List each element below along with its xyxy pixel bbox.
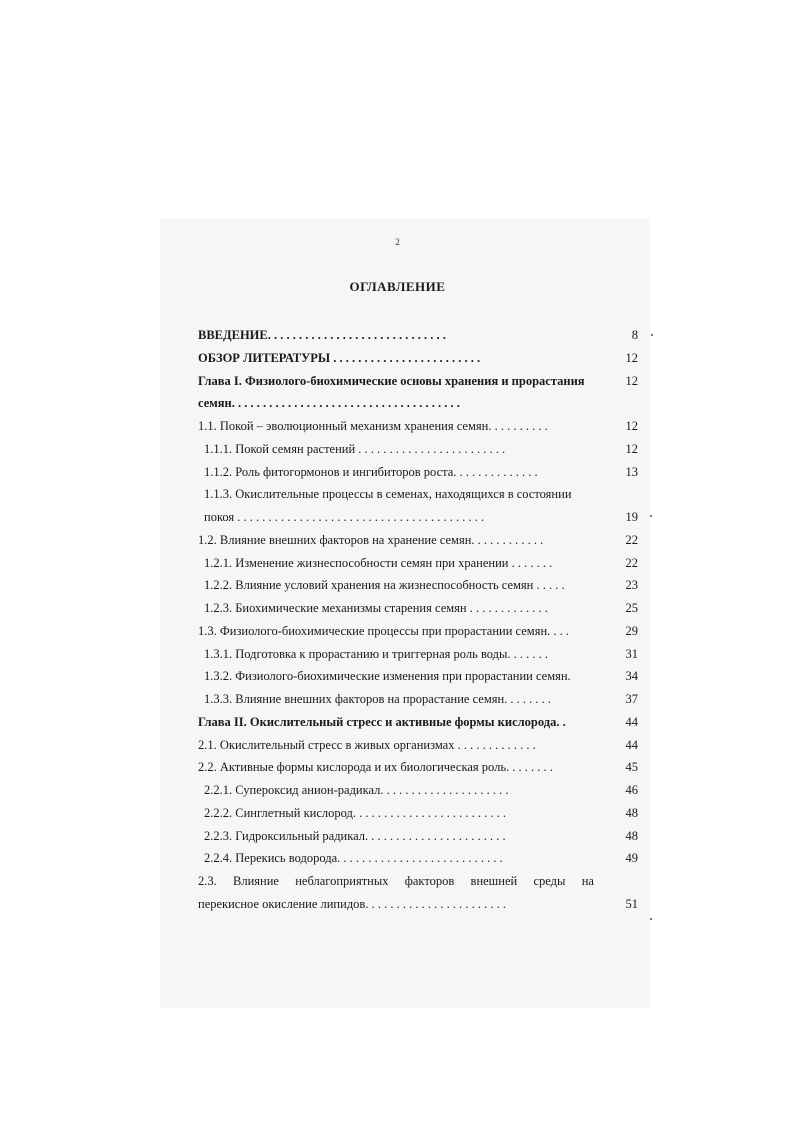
toc-entry-page: 23 bbox=[625, 578, 638, 593]
toc-entry-page: 29 bbox=[625, 623, 638, 638]
toc-word: факторов bbox=[404, 874, 455, 888]
toc-entry-text: 1.1.3. Окислительные процессы в семенах, находящихся в состоянии bbox=[204, 487, 572, 502]
toc-entry-page: 25 bbox=[625, 601, 638, 615]
toc-entry-page: 44 bbox=[625, 737, 638, 752]
toc-entry bbox=[198, 643, 638, 666]
toc-entry-text: 1.1.2. Роль фитогормонов и ингибиторов роста. . . . . . . . . . . . . . bbox=[204, 464, 538, 479]
toc-entry-text: 1.2.1. Изменение жизнеспособности семян при хранении . . . . . . . bbox=[204, 555, 553, 570]
toc-entry-text: покоя . . . . . . . . . . . . . . . . . . . . . . . . . . . . . . . . . . . . . . . . bbox=[204, 510, 485, 524]
toc-entry-page: 46 bbox=[625, 783, 638, 797]
toc-entry-page: 51 bbox=[625, 896, 638, 911]
toc-entry-page: 48 bbox=[625, 805, 638, 820]
toc-entry bbox=[198, 483, 638, 506]
scan-speck bbox=[650, 918, 652, 920]
toc-entry bbox=[198, 802, 638, 825]
toc-entry bbox=[198, 779, 638, 802]
toc-entry-page: 34 bbox=[625, 669, 638, 684]
toc-entry-page: 45 bbox=[625, 760, 638, 775]
toc-entry-page: 48 bbox=[625, 828, 638, 843]
toc-entry-page: 12 bbox=[625, 419, 638, 433]
toc-entry-page: 37 bbox=[625, 692, 638, 706]
toc-entry-text: 2.2. Активные формы кислорода и их биологическая роль. . . . . . . . bbox=[198, 760, 553, 775]
toc-word: Влияние bbox=[233, 874, 279, 888]
toc-entry-text: перекисное окисление липидов. . . . . . . . . . . . . . . . . . . . . . . bbox=[198, 896, 506, 911]
toc-entry-text bbox=[198, 870, 594, 893]
toc-entry-text: ВВЕДЕНИЕ. . . . . . . . . . . . . . . . . . . . . . . . . . . . . bbox=[198, 328, 446, 342]
toc-entry bbox=[198, 529, 638, 552]
toc-entry-text: 1.2.3. Биохимические механизмы старения семян . . . . . . . . . . . . . bbox=[204, 601, 548, 615]
toc-entry-text: 1.2.2. Влияние условий хранения на жизнеспособность семян . . . . . bbox=[204, 578, 565, 593]
toc-entry-text: 1.1.1. Покой семян растений . . . . . . . . . . . . . . . . . . . . . . . . bbox=[204, 441, 506, 456]
toc-entry-text: 2.1. Окислительный стресс в живых организмах . . . . . . . . . . . . . bbox=[198, 737, 536, 752]
toc-entry bbox=[198, 415, 638, 438]
toc-entry-text: 1.1. Покой – эволюционный механизм хранения семян. . . . . . . . . . bbox=[198, 419, 548, 433]
toc-entry-page: 19 bbox=[625, 510, 638, 524]
toc-word: на bbox=[581, 874, 594, 888]
toc-entry-page: 44 bbox=[625, 714, 638, 729]
toc-entry-text: 2.2.4. Перекись водорода. . . . . . . . . . . . . . . . . . . . . . . . . . . bbox=[204, 851, 503, 866]
toc-entry bbox=[198, 597, 638, 620]
toc-entry bbox=[198, 574, 638, 597]
toc-entry bbox=[198, 756, 638, 779]
toc-entry bbox=[198, 461, 638, 484]
toc-entry-text: ОБЗОР ЛИТЕРАТУРЫ . . . . . . . . . . . . . . . . . . . . . . . . bbox=[198, 350, 481, 365]
toc-entry-text: 1.2. Влияние внешних факторов на хранение семян. . . . . . . . . . . . bbox=[198, 532, 544, 547]
toc-entry-page: 12 bbox=[625, 441, 638, 456]
toc-entry-page: 31 bbox=[625, 646, 638, 661]
toc-entry-text: 2.2.1. Супероксид анион-радикал. . . . . . . . . . . . . . . . . . . . . bbox=[204, 783, 509, 797]
toc-entry bbox=[198, 392, 638, 415]
toc-word: неблагоприятных bbox=[295, 874, 389, 888]
toc-entry-text: 2.2.2. Синглетный кислород. . . . . . . . . . . . . . . . . . . . . . . . . bbox=[204, 805, 507, 820]
toc-entry-text: 2.2.3. Гидроксильный радикал. . . . . . . . . . . . . . . . . . . . . . . bbox=[204, 828, 506, 843]
toc-entry bbox=[198, 688, 638, 711]
toc-entry-page: 49 bbox=[625, 851, 638, 866]
toc-entry-page: 8 bbox=[631, 328, 638, 342]
toc-entry bbox=[198, 847, 638, 870]
scan-speck bbox=[650, 515, 652, 517]
toc-entry-text: семян. . . . . . . . . . . . . . . . . . . . . . . . . . . . . . . . . . . . . bbox=[198, 396, 460, 411]
toc-entry bbox=[198, 893, 638, 916]
toc-entry bbox=[198, 438, 638, 461]
toc-word: 2.3. bbox=[198, 874, 217, 888]
toc-entry bbox=[198, 825, 638, 848]
toc-entry bbox=[198, 324, 638, 347]
toc-entry-page: 13 bbox=[625, 464, 638, 479]
toc-entry bbox=[198, 347, 638, 370]
toc-entry-text: Глава II. Окислительный стресс и активные формы кислорода. . bbox=[198, 714, 566, 729]
toc-word: внешней bbox=[470, 874, 518, 888]
toc-entry bbox=[198, 506, 638, 529]
scan-speck bbox=[651, 334, 653, 336]
toc-entry bbox=[198, 620, 638, 643]
page-title: ОГЛАВЛЕНИЕ bbox=[349, 279, 446, 294]
toc-entry-page: 12 bbox=[625, 350, 638, 365]
toc-entry bbox=[198, 665, 638, 688]
toc-entry-text: 1.3. Физиолого-биохимические процессы при прорастании семян. . . . bbox=[198, 623, 570, 638]
table-of-contents bbox=[198, 324, 638, 916]
toc-entry bbox=[198, 734, 638, 757]
toc-entry-page: 22 bbox=[625, 555, 638, 570]
toc-entry-text: 1.3.2. Физиолого-биохимические изменения при прорастании семян. bbox=[204, 669, 571, 684]
toc-entry-page: 22 bbox=[625, 532, 638, 547]
toc-entry bbox=[198, 870, 638, 893]
page-number: 2 bbox=[395, 237, 400, 247]
toc-entry bbox=[198, 370, 638, 393]
toc-entry-text: 1.3.3. Влияние внешних факторов на прорастание семян. . . . . . . . bbox=[204, 692, 552, 706]
toc-entry-text: Глава I. Физиолого-биохимические основы хранения и прорастания bbox=[198, 373, 585, 388]
toc-word: среды bbox=[533, 874, 566, 888]
toc-entry bbox=[198, 711, 638, 734]
toc-entry bbox=[198, 552, 638, 575]
toc-entry-text: 1.3.1. Подготовка к прорастанию и триггерная роль воды. . . . . . . bbox=[204, 646, 549, 661]
toc-entry-page: 12 bbox=[625, 373, 638, 388]
